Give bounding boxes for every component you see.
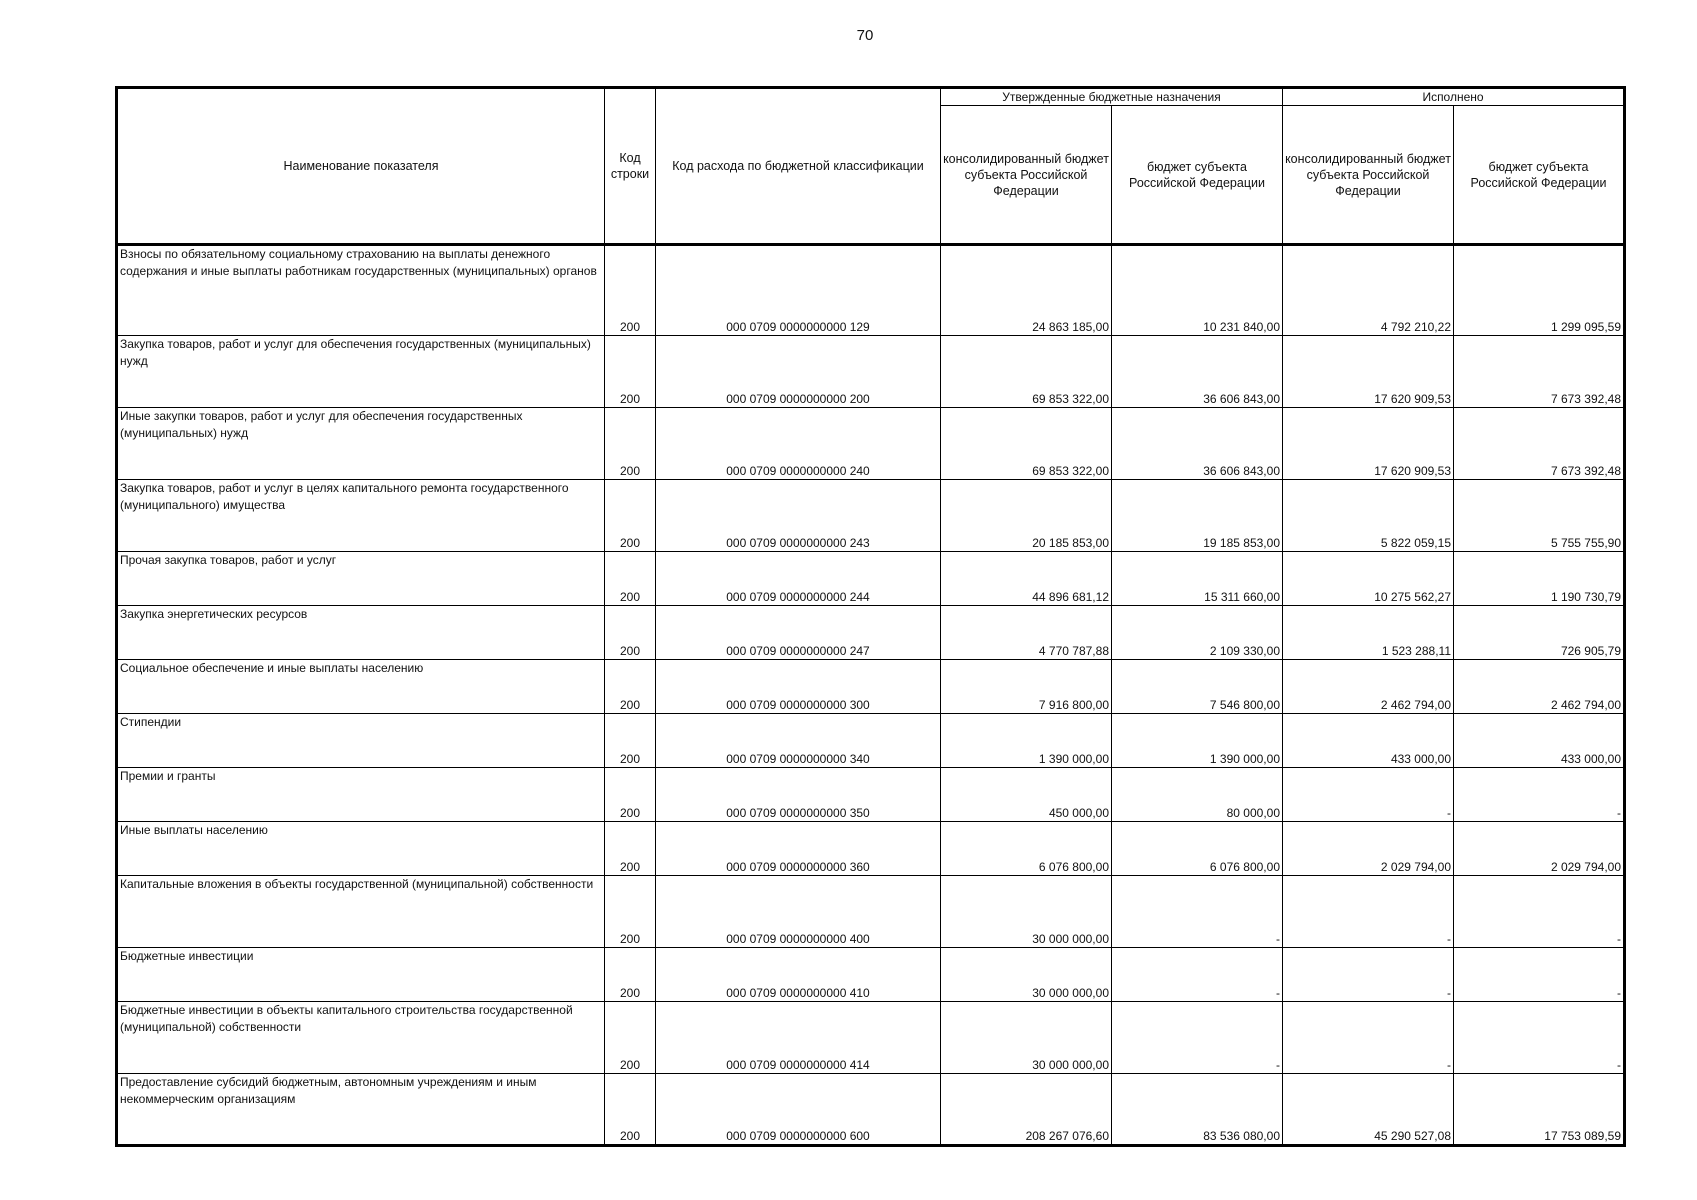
- row-class-code: 000 0709 0000000000 300: [656, 660, 941, 714]
- column-header-approved-consolidated: консолидированный бюджет субъекта Российской Федерации: [941, 106, 1112, 245]
- row-class-code: 000 0709 0000000000 340: [656, 714, 941, 768]
- row-name: Иные закупки товаров, работ и услуг для обеспечения государственных (муниципальных) нужд: [117, 408, 605, 480]
- row-code: 200: [605, 948, 656, 1002]
- row-code: 200: [605, 336, 656, 408]
- row-executed-subject: 2 029 794,00: [1454, 822, 1625, 876]
- row-code: 200: [605, 660, 656, 714]
- row-executed-subject: 17 753 089,59: [1454, 1074, 1625, 1146]
- row-name: Стипендии: [117, 714, 605, 768]
- row-executed-subject: 433 000,00: [1454, 714, 1625, 768]
- table-row: [117, 245, 1625, 336]
- row-class-code: 000 0709 0000000000 129: [656, 245, 941, 336]
- row-executed-subject: 7 673 392,48: [1454, 336, 1625, 408]
- row-approved-consolidated: 6 076 800,00: [941, 822, 1112, 876]
- table-row: [117, 606, 1625, 660]
- row-class-code: 000 0709 0000000000 360: [656, 822, 941, 876]
- row-name: Иные выплаты населению: [117, 822, 605, 876]
- row-approved-consolidated: 30 000 000,00: [941, 948, 1112, 1002]
- row-executed-consolidated: -: [1283, 1002, 1454, 1074]
- row-approved-consolidated: 1 390 000,00: [941, 714, 1112, 768]
- row-approved-subject: 1 390 000,00: [1112, 714, 1283, 768]
- row-approved-consolidated: 30 000 000,00: [941, 1002, 1112, 1074]
- row-executed-subject: 1 299 095,59: [1454, 245, 1625, 336]
- row-class-code: 000 0709 0000000000 244: [656, 552, 941, 606]
- row-executed-subject: -: [1454, 948, 1625, 1002]
- row-code: 200: [605, 552, 656, 606]
- table-row: [117, 768, 1625, 822]
- row-code: 200: [605, 714, 656, 768]
- row-executed-subject: 5 755 755,90: [1454, 480, 1625, 552]
- row-class-code: 000 0709 0000000000 400: [656, 876, 941, 948]
- row-class-code: 000 0709 0000000000 414: [656, 1002, 941, 1074]
- row-approved-consolidated: 4 770 787,88: [941, 606, 1112, 660]
- row-approved-consolidated: 450 000,00: [941, 768, 1112, 822]
- table-row: [117, 1074, 1625, 1146]
- row-approved-subject: 36 606 843,00: [1112, 336, 1283, 408]
- table-row: [117, 408, 1625, 480]
- row-code: 200: [605, 1074, 656, 1146]
- row-approved-consolidated: 44 896 681,12: [941, 552, 1112, 606]
- column-header-code: Код строки: [605, 88, 656, 245]
- table-row: [117, 660, 1625, 714]
- row-name: Социальное обеспечение и иные выплаты населению: [117, 660, 605, 714]
- page-number: 70: [856, 27, 874, 44]
- group-header-approved: Утвержденные бюджетные назначения: [941, 88, 1283, 106]
- row-name: Закупка товаров, работ и услуг для обеспечения государственных (муниципальных) нужд: [117, 336, 605, 408]
- row-approved-subject: 15 311 660,00: [1112, 552, 1283, 606]
- row-executed-consolidated: 45 290 527,08: [1283, 1074, 1454, 1146]
- row-name: Капитальные вложения в объекты государственной (муниципальной) собственности: [117, 876, 605, 948]
- row-executed-consolidated: -: [1283, 768, 1454, 822]
- row-approved-subject: 80 000,00: [1112, 768, 1283, 822]
- row-executed-consolidated: 433 000,00: [1283, 714, 1454, 768]
- row-executed-subject: 1 190 730,79: [1454, 552, 1625, 606]
- row-code: 200: [605, 768, 656, 822]
- row-executed-subject: -: [1454, 1002, 1625, 1074]
- row-approved-consolidated: 24 863 185,00: [941, 245, 1112, 336]
- row-code: 200: [605, 245, 656, 336]
- column-header-class: Код расхода по бюджетной классификации: [656, 88, 941, 245]
- row-executed-consolidated: 2 029 794,00: [1283, 822, 1454, 876]
- row-approved-subject: 19 185 853,00: [1112, 480, 1283, 552]
- column-header-executed-consolidated: консолидированный бюджет субъекта Российской Федерации: [1283, 106, 1454, 245]
- row-code: 200: [605, 1002, 656, 1074]
- row-code: 200: [605, 480, 656, 552]
- row-approved-consolidated: 69 853 322,00: [941, 408, 1112, 480]
- row-class-code: 000 0709 0000000000 410: [656, 948, 941, 1002]
- row-class-code: 000 0709 0000000000 600: [656, 1074, 941, 1146]
- table-row: [117, 552, 1625, 606]
- budget-report-table: [115, 86, 1626, 1147]
- row-class-code: 000 0709 0000000000 247: [656, 606, 941, 660]
- row-executed-consolidated: 1 523 288,11: [1283, 606, 1454, 660]
- table-row: [117, 822, 1625, 876]
- row-class-code: 000 0709 0000000000 200: [656, 336, 941, 408]
- row-name: Бюджетные инвестиции в объекты капитального строительства государственной (муниципальной) собственности: [117, 1002, 605, 1074]
- row-approved-consolidated: 20 185 853,00: [941, 480, 1112, 552]
- row-approved-subject: 10 231 840,00: [1112, 245, 1283, 336]
- row-approved-subject: 83 536 080,00: [1112, 1074, 1283, 1146]
- row-executed-consolidated: 10 275 562,27: [1283, 552, 1454, 606]
- table-row: [117, 948, 1625, 1002]
- row-class-code: 000 0709 0000000000 350: [656, 768, 941, 822]
- row-executed-consolidated: 17 620 909,53: [1283, 336, 1454, 408]
- row-approved-subject: -: [1112, 948, 1283, 1002]
- row-executed-consolidated: 5 822 059,15: [1283, 480, 1454, 552]
- table-row: [117, 714, 1625, 768]
- row-code: 200: [605, 606, 656, 660]
- row-name: Премии и гранты: [117, 768, 605, 822]
- row-approved-subject: -: [1112, 876, 1283, 948]
- row-executed-consolidated: -: [1283, 948, 1454, 1002]
- row-name: Взносы по обязательному социальному страхованию на выплаты денежного содержания и иные выплаты работникам государственных (муниципальных) органов: [117, 245, 605, 336]
- row-name: Закупка товаров, работ и услуг в целях капитального ремонта государственного (муниципального) имущества: [117, 480, 605, 552]
- row-approved-consolidated: 30 000 000,00: [941, 876, 1112, 948]
- row-code: 200: [605, 408, 656, 480]
- row-approved-consolidated: 7 916 800,00: [941, 660, 1112, 714]
- row-executed-consolidated: 2 462 794,00: [1283, 660, 1454, 714]
- row-code: 200: [605, 822, 656, 876]
- column-header-approved-subject: бюджет субъекта Российской Федерации: [1112, 106, 1283, 245]
- row-approved-subject: 6 076 800,00: [1112, 822, 1283, 876]
- column-header-executed-subject: бюджет субъекта Российской Федерации: [1454, 106, 1625, 245]
- group-header-executed: Исполнено: [1283, 88, 1625, 106]
- column-header-name: Наименование показателя: [117, 88, 605, 245]
- row-approved-consolidated: 69 853 322,00: [941, 336, 1112, 408]
- row-executed-consolidated: -: [1283, 876, 1454, 948]
- table-row: [117, 1002, 1625, 1074]
- row-executed-subject: 7 673 392,48: [1454, 408, 1625, 480]
- row-approved-subject: 36 606 843,00: [1112, 408, 1283, 480]
- row-executed-consolidated: 4 792 210,22: [1283, 245, 1454, 336]
- row-executed-consolidated: 17 620 909,53: [1283, 408, 1454, 480]
- row-executed-subject: -: [1454, 876, 1625, 948]
- row-name: Бюджетные инвестиции: [117, 948, 605, 1002]
- row-class-code: 000 0709 0000000000 243: [656, 480, 941, 552]
- row-name: Прочая закупка товаров, работ и услуг: [117, 552, 605, 606]
- row-executed-subject: 2 462 794,00: [1454, 660, 1625, 714]
- row-class-code: 000 0709 0000000000 240: [656, 408, 941, 480]
- row-approved-consolidated: 208 267 076,60: [941, 1074, 1112, 1146]
- row-name: Предоставление субсидий бюджетным, автономным учреждениям и иным некоммерческим организациям: [117, 1074, 605, 1146]
- row-approved-subject: 2 109 330,00: [1112, 606, 1283, 660]
- table-row: [117, 876, 1625, 948]
- row-executed-subject: 726 905,79: [1454, 606, 1625, 660]
- row-executed-subject: -: [1454, 768, 1625, 822]
- table-row: [117, 336, 1625, 408]
- row-code: 200: [605, 876, 656, 948]
- row-approved-subject: -: [1112, 1002, 1283, 1074]
- row-approved-subject: 7 546 800,00: [1112, 660, 1283, 714]
- row-name: Закупка энергетических ресурсов: [117, 606, 605, 660]
- table-row: [117, 480, 1625, 552]
